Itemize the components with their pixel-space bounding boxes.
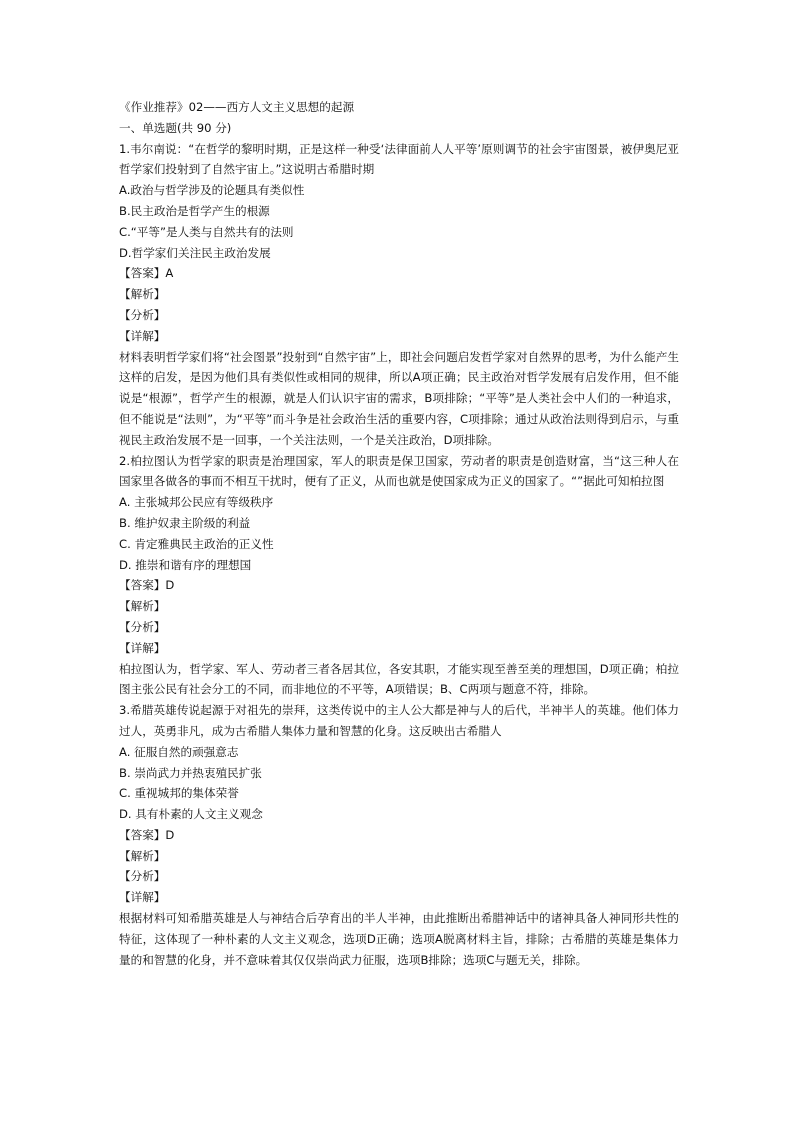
question-1-analysis-label: 【解析】 bbox=[119, 287, 166, 302]
question-2-option-c: C. 肯定雅典民主政治的正义性 bbox=[119, 536, 274, 551]
question-2-fenxi-label: 【分析】 bbox=[119, 619, 166, 634]
question-1-option-a: A.政治与哲学涉及的论题具有类似性 bbox=[119, 183, 305, 198]
section-heading: 一、单选题(共 90 分) bbox=[119, 120, 232, 135]
question-1-detail-label: 【详解】 bbox=[119, 328, 166, 343]
document-content bbox=[119, 97, 679, 970]
question-2-answer: 【答案】D bbox=[119, 578, 175, 593]
question-2-detail: 柏拉图认为，哲学家、军人、劳动者三者各居其位，各安其职，才能实现至善至美的理想国，D项正确；柏拉图主张公民有社会分工的不同，而非地位的不平等，A项错误；B、C两项与题意不符，排除。 bbox=[119, 661, 679, 697]
question-3-analysis-label: 【解析】 bbox=[119, 848, 166, 863]
question-3-option-d: D. 具有朴素的人文主义观念 bbox=[119, 807, 263, 822]
question-2 bbox=[119, 451, 679, 701]
question-1-answer: 【答案】A bbox=[119, 266, 174, 281]
question-2-detail-label: 【详解】 bbox=[119, 640, 166, 655]
question-2-option-b: B. 维护奴隶主阶级的利益 bbox=[119, 515, 251, 530]
question-3-option-a: A. 征服自然的顽强意志 bbox=[119, 744, 239, 759]
question-3-answer: 【答案】D bbox=[119, 827, 175, 842]
question-1 bbox=[119, 139, 679, 451]
question-2-option-d: D. 推崇和谐有序的理想国 bbox=[119, 557, 252, 572]
question-3-fenxi-label: 【分析】 bbox=[119, 869, 166, 884]
question-3-option-b: B. 崇尚武力并热衷殖民扩张 bbox=[119, 765, 262, 780]
question-3-detail: 根据材料可知希腊英雄是人与神结合后孕育出的半人半神，由此推断出希腊神话中的诸神具备人神同形共性的特征，这体现了一种朴素的人文主义观念，选项D正确；选项A脱离材料主旨，排除；古希腊的英雄是集体力量的和智慧的化身，并不意味着其仅仅崇尚武力征服，选项B排除；选项C与题无关，排除。 bbox=[119, 911, 679, 967]
question-2-stem: 2.柏拉图认为哲学家的职责是治理国家，军人的职责是保卫国家，劳动者的职责是创造财富，当“这三种人在国家里各做各的事而不相互干扰时，便有了正义，从而也就是使国家成为正义的国家了。“”据此可知柏拉图 bbox=[119, 453, 679, 489]
question-2-option-a: A. 主张城邦公民应有等级秩序 bbox=[119, 495, 274, 510]
question-1-option-d: D.哲学家们关注民主政治发展 bbox=[119, 245, 271, 260]
question-3-stem: 3.希腊英雄传说起源于对祖先的崇拜，这类传说中的主人公大都是神与人的后代，半神半人的英雄。他们体力过人，英勇非凡，成为古希腊人集体力量和智慧的化身。这反映出古希腊人 bbox=[119, 703, 679, 738]
question-1-stem: 1.韦尔南说：“在哲学的黎明时期，正是这样一种受‘法律面前人人平等’原则调节的社会宇宙图景，被伊奥尼亚哲学家们投射到了自然宇宙上。”这说明古希腊时期 bbox=[119, 141, 679, 177]
question-1-option-b: B.民主政治是哲学产生的根源 bbox=[119, 203, 270, 218]
question-2-analysis-label: 【解析】 bbox=[119, 599, 166, 614]
question-1-fenxi-label: 【分析】 bbox=[119, 307, 166, 322]
question-3 bbox=[119, 700, 679, 970]
question-3-option-c: C. 重视城邦的集体荣誉 bbox=[119, 786, 239, 801]
document-title: 《作业推荐》02——西方人文主义思想的起源 bbox=[119, 100, 355, 114]
question-1-detail: 材料表明哲学家们将“社会图景”投射到“自然宇宙”上，即社会问题启发哲学家对自然界的思考，为什么能产生这样的启发，是因为他们具有类似性或相同的规律，所以A项正确；民主政治对哲学发展有启发作用，但不能说是“根源”，哲学产生的根源，就是人们认识宇宙的需求，B项排除；“平等”是人类社会中人们的一种追求，但不能说是“法则”，为“平等”而斗争是社会政治生活的重要内容，C项排除；通过从政治法则得到启示，与重视民主政治发展不是一回事，一个关注法则，一个是关注政治，D项排除。 bbox=[119, 349, 679, 447]
question-1-option-c: C.“平等”是人类与自然共有的法则 bbox=[119, 224, 294, 239]
question-3-detail-label: 【详解】 bbox=[119, 890, 166, 905]
